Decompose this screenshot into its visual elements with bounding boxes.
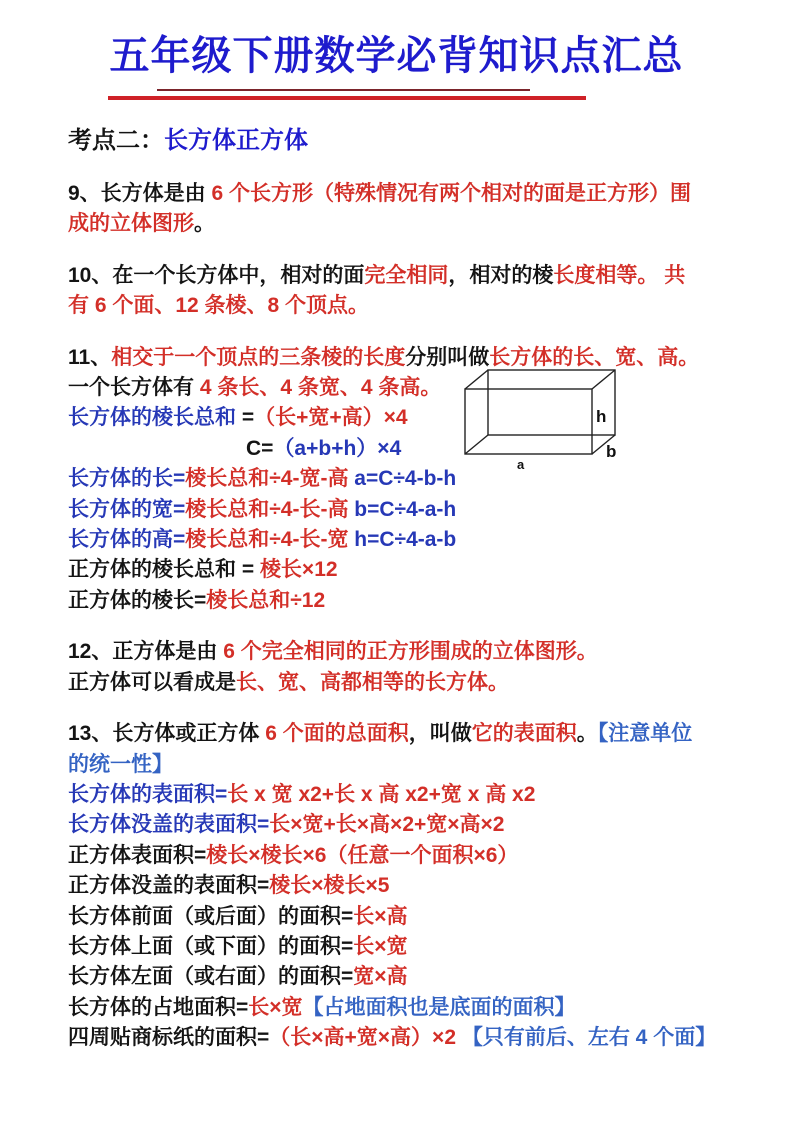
text-segment: C= [246,436,274,460]
text-segment: 13、长方体或正方体 [68,722,266,746]
text-segment: 长×宽+长×高×2+宽×高×2 [269,813,505,837]
text-segment: 长 x 宽 x2+长 x 高 x2+宽 x 高 x2 [227,782,536,806]
text-segment: b=C÷4-a-h [348,497,457,521]
text-line [68,291,748,321]
text-segment: 正方体的棱长= [68,588,207,612]
text-line [68,179,748,209]
text-segment: 6 个长方形（特殊情况有两个相对的面是正方形）围 [211,182,692,205]
text-line [68,668,748,698]
text-segment: 长×宽 [353,934,408,958]
text-line [68,810,748,840]
text-segment: （长+宽+高）×4 [254,406,408,430]
title-underline-thin [157,89,530,91]
text-segment: 6 个完全相同的正方形围成的立体图形。 [223,640,598,664]
text-line [68,750,748,780]
text-line [68,1023,748,1053]
text-segment: 长方体的高= [68,528,186,552]
text-segment: 12、正方体是由 [68,640,224,664]
text-segment: 长方体的宽= [68,497,186,521]
text-segment: = [236,406,255,430]
text-segment: 长×高 [353,904,408,928]
text-segment: ，相对的棱 [448,263,554,287]
text-segment: 长方体的长、宽、高。 [489,345,700,369]
text-segment: 长方体的长= [68,467,186,491]
text-segment: 4 条长、4 条宽、4 条高。 [199,376,442,400]
text-segment: （长×高+宽×高）×2 [269,1026,462,1050]
section-heading-prefix: 考点二： [68,127,164,154]
text-segment: 正方体表面积= [68,843,207,867]
text-segment: 分别叫做 [405,345,490,369]
point-12 [68,637,748,698]
text-segment: 成的立体图形 [68,212,194,236]
cuboid-wireframe-svg [455,358,725,476]
text-line [68,637,748,667]
text-segment: 正方体可以看成是 [68,670,236,694]
cuboid-diagram [455,358,725,476]
text-line [68,209,748,239]
text-line [68,719,748,749]
text-segment: 【只有前后、左右 4 个面】 [461,1026,717,1050]
text-line [68,932,748,962]
text-segment: a=C÷4-b-h [348,467,457,491]
text-segment: 共 [658,263,686,287]
edge-label-height: h [596,407,607,426]
text-segment: 长方体的占地面积= [68,995,249,1019]
text-line [68,993,748,1023]
text-segment: 棱长×棱长×6（任意一个面积×6） [206,843,519,867]
text-segment: h=C÷4-a-b [348,528,457,552]
text-segment: 长×宽 [248,995,303,1019]
text-segment: 长方体的表面积= [68,782,228,806]
text-segment: 棱长总和÷4-长-宽 [185,528,349,552]
text-segment: 长方体上面（或下面）的面积= [68,934,354,958]
text-line [68,586,748,616]
text-segment: ，叫做 [408,722,472,746]
text-segment: 棱长总和÷12 [206,588,326,612]
text-segment: （a+b+h）×4 [273,436,402,460]
text-line [68,555,748,585]
text-segment: 6 个面的总面积 [265,722,409,746]
text-segment: 宽×高 [353,965,408,989]
point-13 [68,719,748,1053]
text-segment: 的统一性】 [68,752,173,776]
point-9 [68,179,748,240]
text-segment: 它的表面积 [471,722,577,746]
cuboid-edges [465,370,615,454]
text-line [68,871,748,901]
section-heading [68,120,748,155]
text-segment: 棱长总和÷4-长-高 [185,497,349,521]
edge-label-length: a [517,457,525,472]
text-segment: 棱长总和÷4-宽-高 [185,467,349,491]
text-segment: 相交于一个顶点的三条棱的长度 [111,345,406,369]
text-segment: 。 [576,722,598,746]
text-segment: 长度相等。 [553,263,659,287]
text-segment: 一个长方体有 [68,376,200,400]
paragraph-list [68,179,748,1054]
text-segment: 。 [194,212,215,236]
title-underline-thick [108,96,586,100]
text-segment: 正方体没盖的表面积= [68,874,270,898]
text-segment: 棱长×棱长×5 [269,874,390,898]
text-segment: 长方体前面（或后面）的面积= [68,904,354,928]
document-body [68,120,748,1054]
text-segment: 长方体左面（或右面）的面积= [68,965,354,989]
text-segment: 【注意单位 [597,722,693,746]
edge-label-width: b [606,442,617,461]
text-line [68,495,748,525]
text-line [68,780,748,810]
text-segment: 正方体的棱长总和 = [68,558,260,582]
point-10 [68,261,748,322]
text-line [68,261,748,291]
text-segment: 11、 [68,345,112,369]
text-line [68,902,748,932]
text-segment: 长、宽、高都相等的长方体。 [236,670,509,694]
section-heading-topic: 长方体正方体 [164,127,308,154]
text-line [68,841,748,871]
page-title: 五年级下册数学必背知识点汇总 [109,34,684,78]
text-line [68,525,748,555]
text-segment: 9、长方体是由 [68,182,212,205]
text-segment: 有 6 个面、12 条棱、8 个顶点。 [68,294,370,318]
text-segment: 长方体的棱长总和 [68,406,236,430]
text-line [68,962,748,992]
text-segment: 棱长×12 [259,558,338,582]
text-segment: 10、在一个长方体中，相对的面 [68,263,365,287]
text-segment: 完全相同 [364,263,449,287]
text-segment: 长方体没盖的表面积= [68,813,270,837]
text-segment: 四周贴商标纸的面积= [68,1026,270,1050]
text-segment: 【占地面积也是底面的面积】 [302,995,576,1019]
